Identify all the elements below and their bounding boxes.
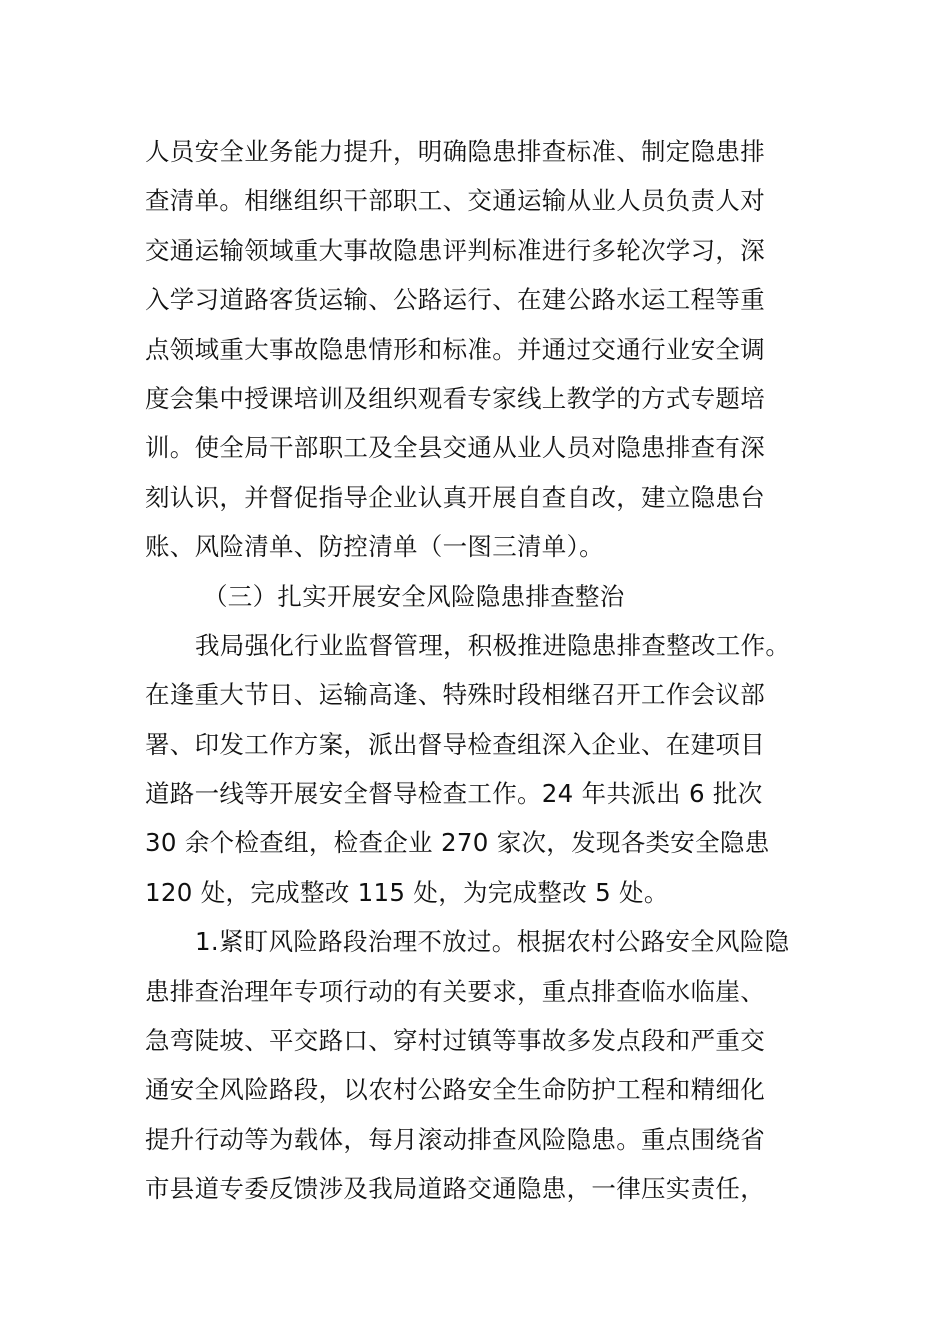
text-line: 急弯陡坡、平交路口、穿村过镇等事故多发点段和严重交	[145, 1026, 765, 1056]
section-heading: （三）扎实开展安全风险隐患排查整治	[203, 581, 625, 611]
text-line: 账、风险清单、防控清单（一图三清单）。	[145, 532, 604, 562]
text-line: 训。使全局干部职工及全县交通从业人员对隐患排查有深	[145, 433, 765, 463]
text-line: 交通运输领域重大事故隐患评判标准进行多轮次学习，深	[145, 235, 765, 265]
text-line: 通安全风险路段，以农村公路安全生命防护工程和精细化	[145, 1075, 765, 1105]
text-line: 查清单。相继组织干部职工、交通运输从业人员负责人对	[145, 186, 765, 216]
text-line: 刻认识，并督促指导企业认真开展自查自改，建立隐患台	[145, 482, 765, 512]
text-line: 点领域重大事故隐患情形和标准。并通过交通行业安全调	[145, 334, 765, 364]
text-line: 患排查治理年专项行动的有关要求，重点排查临水临崖、	[145, 976, 765, 1006]
text-line: 市县道专委反馈涉及我局道路交通隐患，一律压实责任，	[145, 1174, 765, 1204]
text-line: 道路一线等开展安全督导检查工作。24 年共派出 6 批次	[145, 779, 763, 809]
text-line: 30 余个检查组，检查企业 270 家次，发现各类安全隐患	[145, 828, 770, 858]
text-line: 署、印发工作方案，派出督导检查组深入企业、在建项目	[145, 729, 765, 759]
text-line: 120 处，完成整改 115 处，为完成整改 5 处。	[145, 877, 669, 907]
paragraph-first-line: 1.紧盯风险路段治理不放过。根据农村公路安全风险隐	[195, 927, 790, 957]
text-line: 人员安全业务能力提升，明确隐患排查标准、制定隐患排	[145, 137, 765, 166]
body-text	[145, 127, 815, 1214]
text-line: 在逢重大节日、运输高逢、特殊时段相继召开工作会议部	[145, 680, 765, 710]
paragraph-first-line: 我局强化行业监督管理，积极推进隐患排查整改工作。	[195, 630, 791, 660]
text-line: 度会集中授课培训及组织观看专家线上教学的方式专题培	[145, 383, 765, 413]
text-line: 提升行动等为载体，每月滚动排查风险隐患。重点围绕省	[145, 1124, 765, 1154]
text-line: 入学习道路客货运输、公路运行、在建公路水运工程等重	[145, 285, 765, 315]
